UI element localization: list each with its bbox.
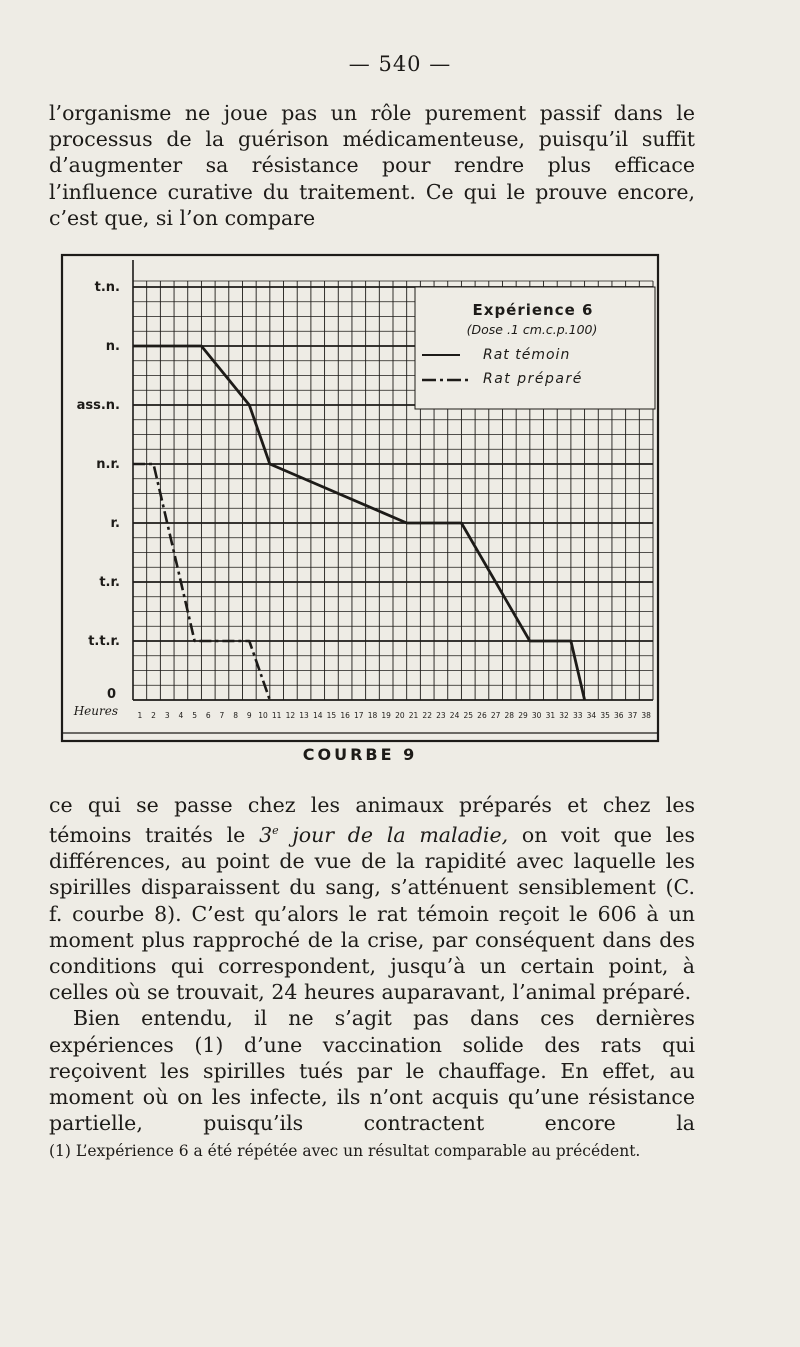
x-tick-label: 10 <box>258 711 268 720</box>
x-tick-label: 6 <box>205 711 211 720</box>
y-axis-labels <box>77 280 120 649</box>
x-tick-label: 33 <box>572 711 583 720</box>
x-tick-label: 9 <box>246 711 252 720</box>
x-tick-label: 22 <box>422 711 432 720</box>
paragraph-top: l’organisme ne joue pas un rôle purement passif dans le processus de la guérison médicamenteuse, puisqu’il suffit d’augmenter sa résistance pour rendre plus efficace l’influence curative du traitement. Ce qui le prouve encore, c’est que, si l’on compare <box>49 101 695 230</box>
x-tick-label: 29 <box>518 711 528 720</box>
legend-label-temoin: Rat témoin <box>483 347 571 363</box>
x-tick-label: 19 <box>381 711 391 720</box>
chart-legend <box>415 287 655 409</box>
x-tick-label: 3 <box>164 711 170 720</box>
x-tick-label: 12 <box>285 711 296 720</box>
x-tick-label: 36 <box>614 711 624 720</box>
x-tick-label: 23 <box>436 711 446 720</box>
paragraph-bottom-1 <box>49 792 695 1005</box>
x-tick-label: 4 <box>178 711 184 720</box>
y-tick-label: t.t.r. <box>88 634 120 649</box>
x-tick-label: 18 <box>367 711 378 720</box>
y-tick-label: t.n. <box>94 280 120 295</box>
y-tick-label: n. <box>105 339 120 354</box>
x-tick-label: 28 <box>504 711 515 720</box>
paragraph-bottom-1-after: on voit que les différences, au point de vue de la rapidité avec laquelle les spirilles disparaissent du sang, s’atténuent sensiblement (C. f. courbe 8). C’est qu’alors le rat témoin reçoit le 606 à un moment plus rapproché de la crise, par conséquent dans des conditions qui correspondent, jusqu’à un certain point, à celles où se trouvait, 24 heures auparavant, l’animal préparé. <box>49 823 696 1005</box>
x-tick-label: 35 <box>600 711 610 720</box>
x-tick-label: 13 <box>299 711 309 720</box>
x-tick-label: 17 <box>354 711 364 720</box>
paragraph-bottom-2: Bien entendu, il ne s’agit pas dans ces dernières expériences (1) d’une vaccination solide des rats qui reçoivent les spirilles tués par le chauffage. En effet, au moment où on les infecte, ils n’ont acquis qu’une résistance partielle, puisqu’ils contractent encore la <box>49 1006 695 1136</box>
y-tick-label: r. <box>110 516 120 531</box>
origin-label: 0 <box>106 687 116 702</box>
x-tick-label: 32 <box>559 711 569 720</box>
x-tick-label: 21 <box>408 711 419 720</box>
paragraph-bottom <box>49 792 695 1136</box>
legend-subtitle: (Dose .1 cm.c.p.100) <box>466 322 598 337</box>
y-tick-label: ass.n. <box>76 398 120 413</box>
paragraph-bottom-1-italic: jour de la maladie, <box>278 823 509 848</box>
x-tick-label: 16 <box>340 711 350 720</box>
x-tick-label: 31 <box>545 711 556 720</box>
x-tick-label: 24 <box>449 711 460 720</box>
x-tick-label: 27 <box>490 711 501 720</box>
page-number: — 540 — <box>348 52 452 76</box>
x-tick-label: 14 <box>312 711 323 720</box>
figure-caption: COURBE 9 <box>302 745 418 764</box>
x-axis-label: Heures <box>73 704 118 718</box>
y-tick-label: n.r. <box>96 457 120 472</box>
paragraph-bottom-1-before: ce qui se passe chez les animaux préparés et chez les témoins traités le <box>49 793 695 848</box>
x-tick-label: 34 <box>586 711 597 720</box>
x-tick-label: 5 <box>192 711 197 720</box>
x-tick-label: 30 <box>531 711 542 720</box>
paragraph-bottom-1-ordinal: 3 <box>259 823 273 848</box>
x-tick-label: 38 <box>641 711 651 720</box>
chart-figure <box>60 252 660 744</box>
legend-title: Expérience 6 <box>472 301 594 319</box>
x-tick-label: 15 <box>326 711 337 720</box>
x-tick-label: 8 <box>233 711 239 720</box>
x-axis-ticks <box>137 711 651 720</box>
footnote: (1) L’expérience 6 a été répétée avec un résultat comparable au précédent. <box>49 1142 641 1160</box>
x-tick-label: 7 <box>219 711 225 720</box>
x-tick-label: 20 <box>395 711 405 720</box>
x-tick-label: 11 <box>271 711 282 720</box>
y-tick-label: t.r. <box>99 575 120 590</box>
x-tick-label: 26 <box>477 711 487 720</box>
paragraph-bottom-1-sup: e <box>272 824 279 838</box>
x-tick-label: 37 <box>627 711 638 720</box>
x-tick-label: 1 <box>137 711 143 720</box>
x-tick-label: 2 <box>151 711 156 720</box>
legend-label-prepare: Rat préparé <box>483 371 583 387</box>
x-tick-label: 25 <box>463 711 474 720</box>
